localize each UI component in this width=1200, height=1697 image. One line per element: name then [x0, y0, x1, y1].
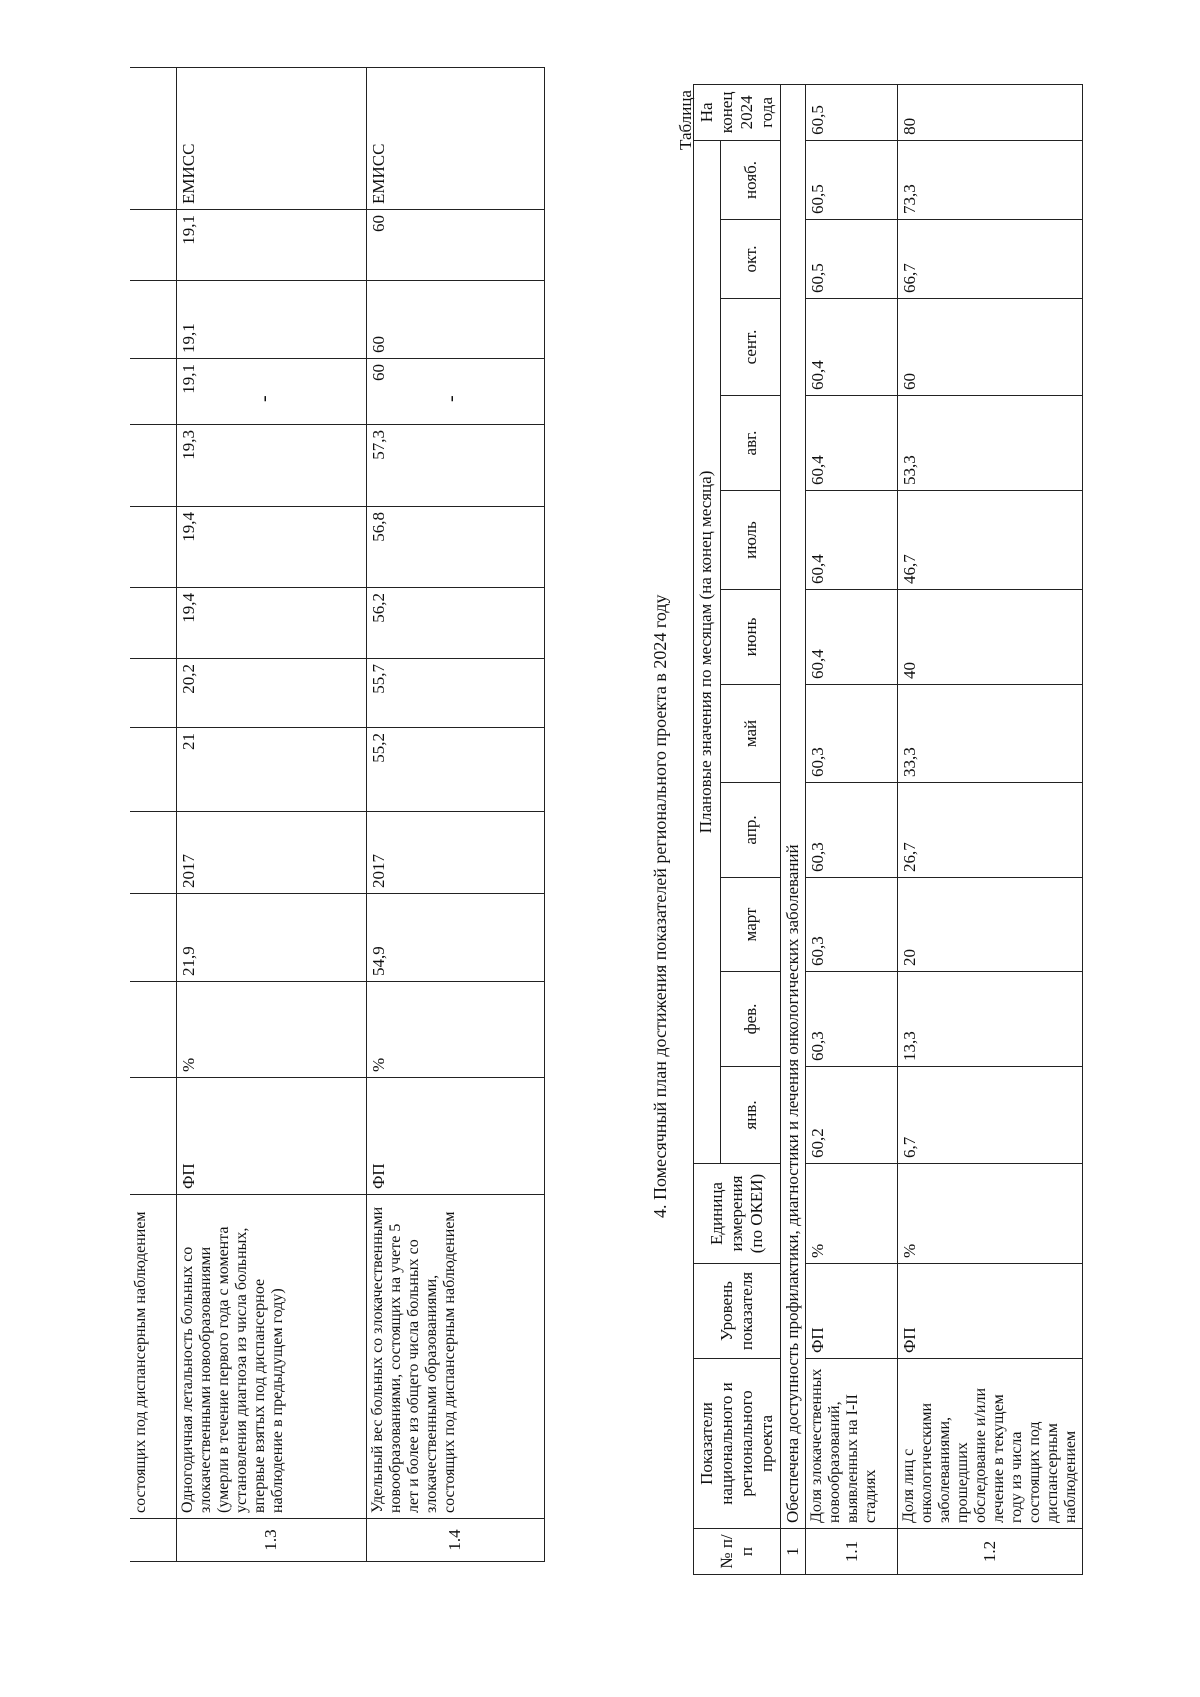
table-row — [898, 84, 1083, 1574]
indicator-unit: % — [806, 1164, 898, 1264]
end-of-year-value: 80 — [898, 84, 1083, 140]
month-value: 60,3 — [806, 878, 898, 972]
month-header: апр. — [721, 783, 781, 878]
header-level: Уровень показателя — [694, 1264, 781, 1359]
month-value: 60,2 — [806, 1067, 898, 1164]
section-num: 1 — [781, 1529, 806, 1575]
month-value: 6,7 — [898, 1067, 1083, 1164]
indicator-unit: % — [176, 982, 366, 1078]
monthly-plan-table — [693, 84, 1083, 1575]
dash-merged-cell: - — [253, 395, 275, 402]
month-header: май — [721, 685, 781, 783]
value-cell: 19,1 — [176, 281, 366, 359]
month-header: июль — [721, 491, 781, 590]
header-end-of-year: На конец 2024 года — [694, 84, 781, 140]
month-value: 60,5 — [806, 140, 898, 219]
header-unit: Единица измерения (по ОКЕИ) — [694, 1164, 781, 1264]
value-cell: 60 — [366, 210, 544, 281]
indicator-level: ФП — [176, 1078, 366, 1195]
month-header: фев. — [721, 972, 781, 1067]
month-header: окт. — [721, 220, 781, 299]
table-label: Таблица — [676, 90, 695, 150]
header-indicator: Показатели национального и регионального проекта — [694, 1359, 781, 1529]
month-value: 13,3 — [898, 972, 1083, 1067]
dash-merged-cell: - — [440, 395, 462, 402]
month-value: 60,5 — [806, 220, 898, 299]
month-value: 66,7 — [898, 220, 1083, 299]
table-row — [806, 84, 898, 1574]
indicator-name: Удельный вес больных со злокачественными новообразованиями, состоящих на учете 5 лет и более из общего числа больных со злокачественными образованиями, состоящих под диспансерным наблюдением — [366, 1195, 544, 1519]
month-value: 33,3 — [898, 685, 1083, 783]
source-cell: ЕМИСС — [176, 68, 366, 210]
value-cell: 20,2 — [176, 659, 366, 728]
continued-label-cell: состоящих под диспансерным наблюдением — [130, 1195, 176, 1519]
row-number: 1.4 — [366, 1519, 544, 1562]
month-value: 46,7 — [898, 491, 1083, 590]
value-cell: 19,1 — [176, 210, 366, 281]
month-value: 60,3 — [806, 685, 898, 783]
value-cell: 57,3 — [366, 425, 544, 507]
month-header: нояб. — [721, 140, 781, 219]
value-cell: 19,1 — [176, 359, 366, 425]
base-value: 54,9 — [366, 894, 544, 982]
month-header: сент. — [721, 299, 781, 396]
month-header: март — [721, 878, 781, 972]
month-value: 26,7 — [898, 783, 1083, 878]
continued-row — [130, 68, 176, 1562]
value-cell: 56,8 — [366, 507, 544, 588]
base-year: 2017 — [176, 812, 366, 894]
row-number: 1.1 — [806, 1529, 898, 1575]
indicator-level: ФП — [898, 1264, 1083, 1359]
indicator-level: ФП — [806, 1264, 898, 1359]
month-value: 60 — [898, 299, 1083, 396]
value-cell: 56,2 — [366, 588, 544, 659]
section-row — [781, 84, 806, 1574]
base-value: 21,9 — [176, 894, 366, 982]
indicator-level: ФП — [366, 1078, 544, 1195]
monthly-plan-table-block — [693, 85, 1083, 1575]
indicator-unit: % — [898, 1164, 1083, 1264]
month-value: 53,3 — [898, 396, 1083, 491]
month-value: 60,4 — [806, 396, 898, 491]
month-value: 60,3 — [806, 972, 898, 1067]
month-value: 20 — [898, 878, 1083, 972]
source-cell: ЕМИСС — [366, 68, 544, 210]
month-header: июнь — [721, 590, 781, 685]
indicator-name: Доля злокачественных новообразований, выявленных на I-II стадиях — [806, 1359, 898, 1529]
month-value: 60,4 — [806, 590, 898, 685]
table-row — [366, 68, 544, 1562]
continued-num-cell — [130, 1519, 176, 1562]
value-cell: 19,4 — [176, 507, 366, 588]
base-year: 2017 — [366, 812, 544, 894]
table-row — [176, 68, 366, 1562]
header-monthly: Плановые значения по месяцам (на конец месяца) — [694, 140, 721, 1163]
value-cell: 19,3 — [176, 425, 366, 507]
month-value: 60,4 — [806, 299, 898, 396]
value-cell: 19,4 — [176, 588, 366, 659]
end-of-year-value: 60,5 — [806, 84, 898, 140]
row-number: 1.2 — [898, 1529, 1083, 1575]
month-value: 40 — [898, 590, 1083, 685]
section-title: 4. Помесячный план достижения показателей регионального проекта в 2024 году — [650, 594, 670, 1218]
value-cell: 60 — [366, 281, 544, 359]
month-value: 60,3 — [806, 783, 898, 878]
value-cell: 55,7 — [366, 659, 544, 728]
header-num: № п/п — [694, 1529, 781, 1575]
row-number: 1.3 — [176, 1519, 366, 1562]
value-cell: 55,2 — [366, 728, 544, 812]
value-cell: 21 — [176, 728, 366, 812]
indicator-name: Доля лиц с онкологическими заболеваниями, прошедших обследование и/или лечение в текущем году из числа состоящих под диспансерным наблюдением — [898, 1359, 1083, 1529]
month-value: 73,3 — [898, 140, 1083, 219]
header-row — [694, 84, 721, 1574]
month-value: 60,4 — [806, 491, 898, 590]
indicator-unit: % — [366, 982, 544, 1078]
month-header: авг. — [721, 396, 781, 491]
section-title-cell: Обеспечена доступность профилактики, диагностики и лечения онкологических заболеваний — [781, 84, 806, 1528]
continued-indicator-table — [130, 67, 545, 1562]
value-cell: 60 — [366, 359, 544, 425]
indicator-name: Одногодичная летальность больных со злокачественными новообразованиями (умерли в течение первого года с момента установления диагноза из числа больных, впервые взятых под диспансерное наблюдение в предыдущем году) — [176, 1195, 366, 1519]
month-header: янв. — [721, 1067, 781, 1164]
continued-indicator-table-block — [130, 68, 545, 1562]
